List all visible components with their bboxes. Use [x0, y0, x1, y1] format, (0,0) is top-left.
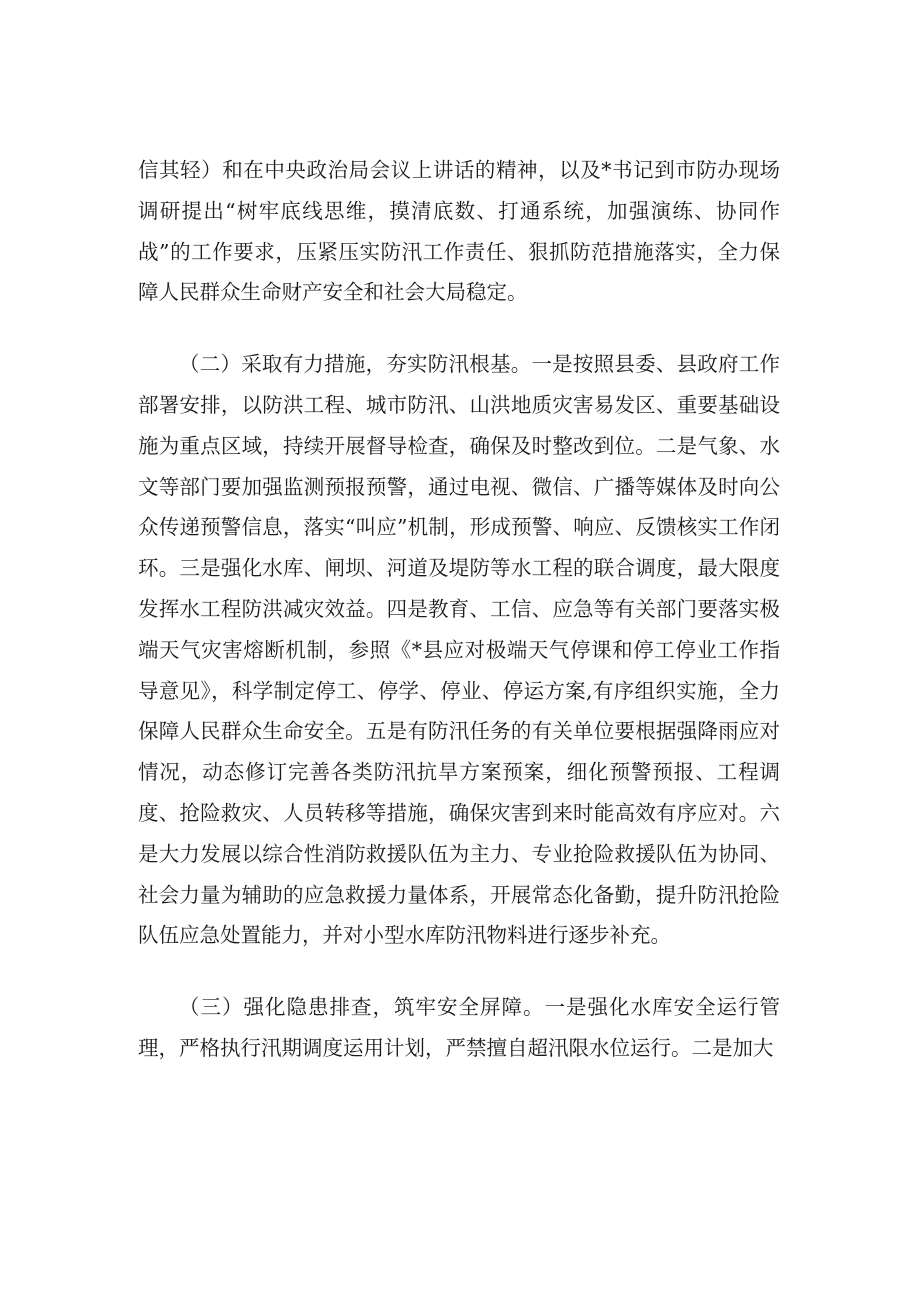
paragraph-section-3: （三）强化隐患排查，筑牢安全屏障。一是强化水库安全运行管理，严格执行汛期调度运用计划，严禁擅自超汛限水位运行。二是加大	[138, 995, 780, 1060]
paragraph-gap	[138, 313, 780, 344]
paragraph-continued: 信其轻）和在中央政治局会议上讲话的精神，以及*书记到市防办现场调研提出“树牢底线思维，摸清底数、打通系统，加强演练、协同作战”的工作要求，压紧压实防汛工作责任、狠抓防范措施落实，全力保障人民群众生命财产安全和社会大局稳定。	[138, 158, 780, 305]
paragraph-section-2: （二）采取有力措施，夯实防汛根基。一是按照县委、县政府工作部署安排，以防洪工程、城市防汛、山洪地质灾害易发区、重要基础设施为重点区域，持续开展督导检查，确保及时整改到位。二是气象、水文等部门要加强监测预报预警，通过电视、微信、广播等媒体及时向公众传递预警信息，落实“叫应”机制，形成预警、响应、反馈核实工作闭环。三是强化水库、闸坝、河道及堤防等水工程的联合调度，最大限度发挥水工程防洪减灾效益。四是教育、工信、应急等有关部门要落实极端天气灾害熔断机制，参照《*县应对极端天气停课和停工停业工作指导意见》，科学制定停工、停学、停业、停运方案,有序组织实施，全力保障人民群众生命安全。五是有防汛任务的有关单位要根据强降雨应对情况，动态修订完善各类防汛抗旱方案预案，细化预警预报、工程调度、抢险救灾、人员转移等措施，确保灾害到来时能高效有序应对。六是大力发展以综合性消防救援队伍为主力、专业抢险救援队伍为协同、社会力量为辅助的应急救援力量体系，开展常态化备勤，提升防汛抢险队伍应急处置能力，并对小型水库防汛物料进行逐步补充。	[138, 352, 780, 948]
document-body	[138, 150, 780, 1069]
paragraph-gap	[138, 956, 780, 987]
